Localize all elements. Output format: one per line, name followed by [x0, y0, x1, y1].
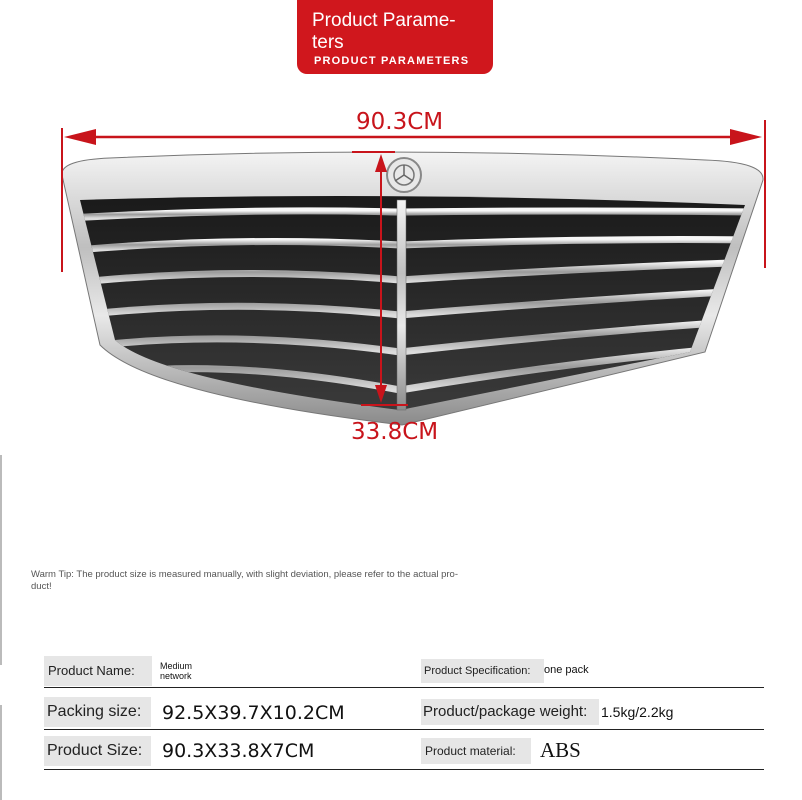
header-subtitle: PRODUCT PARAMETERS: [314, 55, 470, 67]
material-value: ABS: [540, 738, 581, 762]
product-size-value: 90.3X33.8X7CM: [162, 740, 315, 762]
left-edge-line-lower: [0, 705, 2, 800]
divider-rule: [44, 769, 764, 770]
left-edge-line: [0, 455, 2, 665]
packing-size-value: 92.5X39.7X10.2CM: [162, 702, 345, 724]
divider-rule: [44, 729, 764, 730]
package-weight-label: Product/package weight:: [421, 699, 599, 725]
product-name-label: Product Name:: [44, 656, 152, 686]
header-title: Product Parame- ters: [312, 10, 456, 53]
divider-rule: [44, 687, 764, 688]
height-dimension-label: 33.8CM: [351, 419, 439, 445]
warm-tip: Warm Tip: The product size is measured manually, with slight deviation, please refer to the actual pro- duct!: [31, 569, 458, 592]
product-name-value: Medium network: [160, 661, 193, 681]
product-spec-label: Product Specification:: [421, 659, 544, 683]
width-dimension-label: 90.3CM: [356, 109, 444, 135]
package-weight-value: 1.5kg/2.2kg: [601, 704, 674, 720]
product-spec-value: one pack: [544, 664, 589, 676]
center-divider: [397, 200, 406, 410]
product-size-label: Product Size:: [44, 736, 151, 766]
material-label: Product material:: [421, 738, 531, 764]
packing-size-label: Packing size:: [44, 697, 151, 727]
